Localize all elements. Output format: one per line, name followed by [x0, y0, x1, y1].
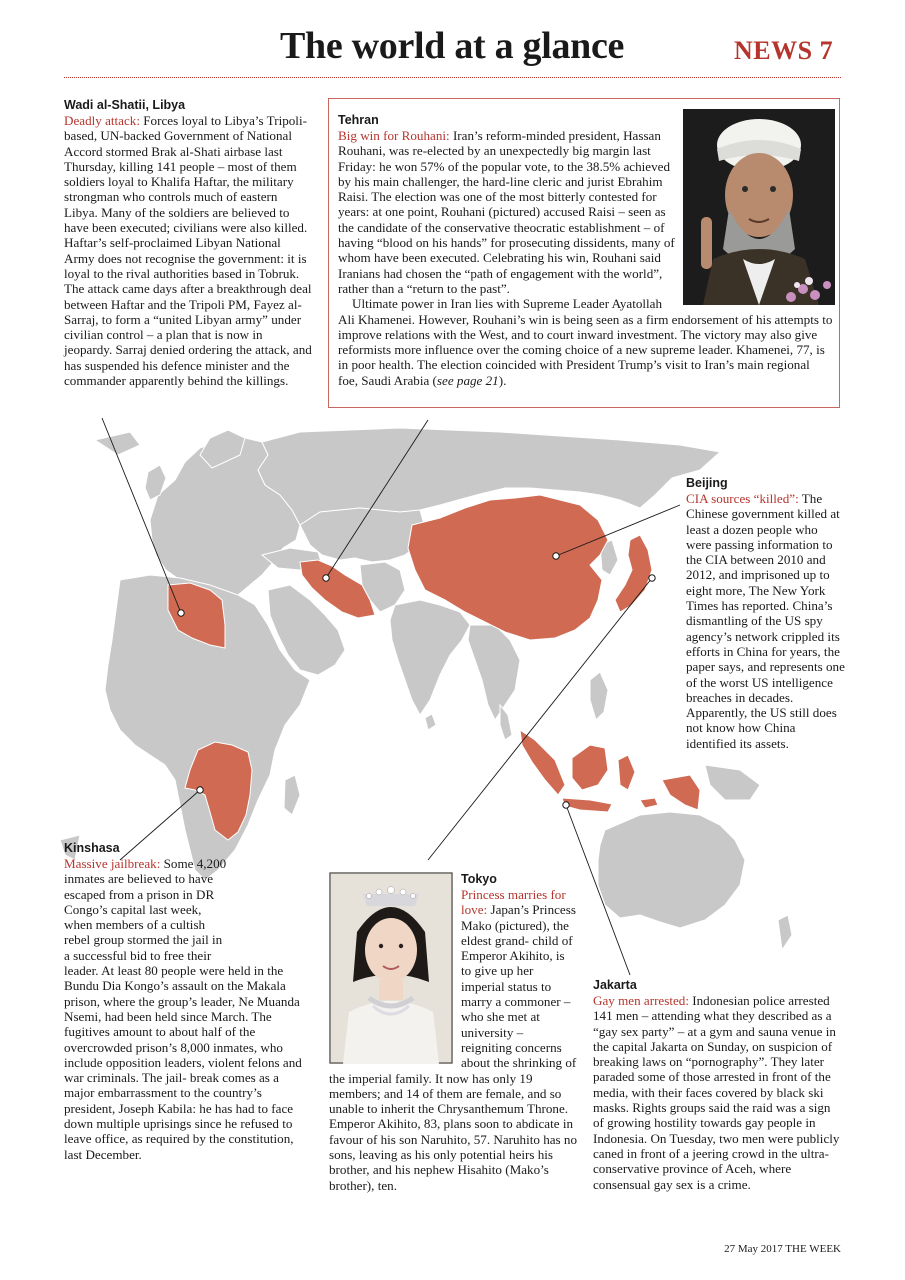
- story-beijing-kicker: CIA sources “killed”:: [686, 491, 799, 506]
- mako-photo: [329, 872, 453, 1064]
- page-title: The world at a glance: [280, 25, 625, 67]
- story-beijing-body: The Chinese government killed at least a dozen people who were passing information to the CIA between 2010 and 2012, and imprisoned up to eight more, The New York Times has reported. China’s dismantling of the US spy agency’s network crippled its efforts in China for years, the paper says, and represents one of the worst US intelligence breaches in decades. Apparently, the US still does not know how China identified its assets.: [686, 491, 845, 751]
- marker-libya: [178, 610, 184, 616]
- story-libya-kicker: Deadly attack:: [64, 113, 140, 128]
- land-nz: [778, 915, 792, 950]
- story-tehran-see-ref: see page 21: [436, 372, 499, 388]
- marker-jakarta: [563, 802, 569, 808]
- story-tehran-body2-end: ).: [498, 372, 507, 388]
- footer-date: 27 May 2017: [724, 1243, 783, 1255]
- marker-beijing: [553, 553, 559, 559]
- land-australia: [598, 812, 745, 928]
- country-japan: [615, 535, 652, 612]
- story-tehran-kicker: Big win for Rouhani:: [338, 128, 450, 143]
- story-tehran-para2: [338, 296, 833, 388]
- land-iceland: [95, 432, 140, 455]
- kinshasa-wrap-spacer: [228, 841, 308, 963]
- land-png: [705, 765, 760, 800]
- story-jakarta-kicker: Gay men arrested:: [593, 993, 689, 1008]
- page-footer: [724, 1243, 841, 1255]
- story-tokyo: [329, 872, 577, 1193]
- story-beijing: [686, 476, 846, 751]
- marker-tokyo: [649, 575, 655, 581]
- footer-publication: THE WEEK: [785, 1243, 841, 1255]
- marker-kinshasa: [197, 787, 203, 793]
- marker-tehran: [323, 575, 329, 581]
- story-libya: [64, 98, 312, 388]
- story-tehran-body: Iran’s reform-minded president, Hassan Rouhani, was re-elected by an unexpectedly big margin last Friday: he won 57% of the popular vote, to the 38.5% achieved by his main challenger, the hard-line cleric and jurist Ebrahim Raisi. The election was one of the most bitterly contested for years: at one point, Rouhani (pictured) accused Raisi – seen as the candidate of the conservative theocratic establishment – of having “blood on his hands” for prosecuting dissidents, many of whom have been executed. Celebrating his win, Rouhani said Iranians had chosen the “path of engagement with the world”, rather than a “return to the past”.: [338, 128, 675, 296]
- story-tokyo-kicker: Princess marries for love:: [461, 887, 566, 918]
- story-tehran-box: [328, 98, 840, 408]
- land-india: [390, 600, 470, 715]
- story-beijing-headline: Beijing: [686, 476, 728, 490]
- land-indochina: [468, 625, 520, 720]
- story-jakarta-headline: Jakarta: [593, 978, 637, 992]
- country-indonesia-papua: [662, 775, 700, 810]
- story-jakarta-body: Indonesian police arrested 141 men – attending what they described as a “gay sex party” – at a gym and sauna venue in the capital Jakarta on Sunday, on suspicion of breaking laws on “pornography”. They later paraded some of those arrested in front of the media, with their faces covered by black ski masks. Rights groups said the raid was a sign of growing hostility towards gay people in Indonesia. On Tuesday, two men were publicly caned in front of a jeering crowd in the ultra-conservative province of Aceh, where consensual gay sex is a crime.: [593, 993, 840, 1192]
- story-kinshasa-kicker: Massive jailbreak:: [64, 856, 161, 871]
- story-kinshasa-body: Some 4,200 inmates are believed to have escaped from a prison in DR Congo’s capital last week, when members of a cultish rebel group stormed the jail in a successful bid to free their leader. At least 80 people were held in the Bundu Dia Kongo’s assault on the Makala prison, where the group’s leader, Ne Muanda Nsemi, had been held since March. The fugitives amount to about half of the overcrowded prison’s 8,000 inmates, who include opposition leaders, violent felons and war criminals. The jail- break comes as a major embarrassment to the country’s president, Joseph Kabila: he has had to face down multiple uprisings since he refused to leave office, as required by the constitution, last December.: [64, 856, 302, 1162]
- section-label: NEWS 7: [734, 36, 834, 65]
- country-indonesia-borneo: [572, 745, 608, 790]
- story-kinshasa: [64, 841, 308, 1162]
- story-kinshasa-headline: Kinshasa: [64, 841, 120, 855]
- country-indonesia-sulawesi: [618, 755, 635, 790]
- land-philippines: [590, 672, 608, 720]
- story-libya-body: Forces loyal to Libya’s Tripoli-based, UN-backed Government of National Accord stormed Brak al-Shati airbase last Thursday, killing 141 people – most of them soldiers loyal to Khalifa Haftar, the military strongman who controls much of eastern Libya. Many of the soldiers are believed to have been executed; civilians were also killed. Haftar’s self-proclaimed Libyan National Army does not recognise the government: it is loyal to the rival authorities based in Tobruk. The attack came days after a breakthrough deal between Haftar and the Tripoli PM, Fayez al-Sarraj, to form a “united Libyan army” under civilian control – a plan that is now in jeopardy. Sarraj denied ordering the attack, and has suspended his defence minister and the commander apparently behind the killings.: [64, 113, 312, 389]
- country-indonesia-islands: [640, 798, 658, 808]
- story-tokyo-headline: Tokyo: [461, 872, 497, 886]
- story-jakarta: [593, 978, 843, 1192]
- mako-illustration: [329, 872, 453, 1064]
- land-malay: [500, 705, 512, 740]
- land-madagascar: [284, 775, 300, 815]
- country-indonesia-sumatra: [520, 730, 565, 795]
- land-srilanka: [425, 714, 436, 730]
- story-tehran-headline: Tehran: [338, 113, 379, 127]
- story-tokyo-body: Japan’s Princess Mako (pictured), the eldest grand- child of Emperor Akihito, is to give up her imperial status to marry a commoner – who she met at university – reigniting concerns about the shrinking of the imperial family. It now has only 19 members; and 14 of them are female, and so unable to inherit the Chrysanthemum Throne. Emperor Akihito, 83, plans soon to abdicate in favour of his son Naruhito, 57. Naruhito has no sons, leaving as his only potential heirs his brother, and his nephew Hisahito (Mako’s brother), ten.: [329, 902, 578, 1193]
- story-libya-headline: Wadi al-Shatii, Libya: [64, 98, 186, 112]
- rouhani-photo: [683, 109, 835, 305]
- rouhani-illustration: [683, 109, 835, 305]
- story-tehran-body2: Ultimate power in Iran lies with Supreme Leader Ayatollah Ali Khamenei. However, Rouhani’s win is being seen as a firm endorsement of his attempts to improve relations with the West, and to court inward investment. The victory may also give reformists more influence over the coming choice of a new supreme leader. Khamenei, 77, is in poor health. The election coincided with President Trump’s visit to Iran’s main regional foe, Saudi Arabia (: [338, 296, 833, 388]
